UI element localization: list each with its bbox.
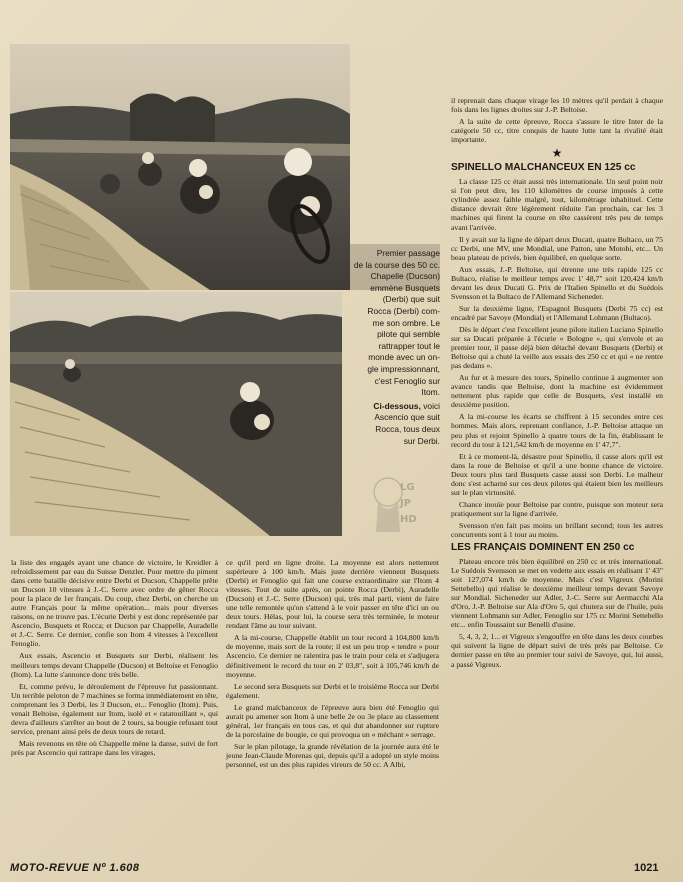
paragraph: ce qu'il perd en ligne droite. La moyenne est alors nettement supérieure à 100 km/h. Mais juste derrière viennent Busquets (Derbi) et Fenoglio qui fait une course extraordinaire sur l'Itom 4 vitesses. Tout de suite après, on pointe Rocca (Derbi), Auradelle (Ducson) et J.-C. Serre (Ducson) qui, très mal parti, vient de faire une telle remontée qu'on s'attend à le voir passer en tête d'ici un ou deux tours. Hélas, pour lui, la course sera très terminée, le moteur rendant l'âme au tour suivant. <box>226 558 439 631</box>
caption-line: Chapelle (Ducson) <box>370 271 440 282</box>
paragraph: A la mi-course, Chappelle établit un tour record à 104,800 km/h de moyenne, mais sort de la route; il est un peu trop « tendre » pour Ascencio. Ce dernier ne ralentira pas le train pour cela et s'adjugera définitivement le record du tour en 2' 03,8", soit à 105,746 km/h de moyenne. <box>226 633 439 679</box>
paragraph: Chance inouïe pour Beltoise par contre, puisque son moteur sera pratiquement sur la ligne d'arrivée. <box>451 499 663 518</box>
paragraph: la liste des engagés ayant une chance de victoire, le Kreidler à refroidissement par eau du Suisse Denzler. Pour mettre du piment dans cette bataille décisive entre Derbi et Ducson, Chappelle prête un Ducson 10 vitesses à J.-C. Serre avec ordre de gêner Rocca pour la place de 1er français. Du coup, chez Derbi, on cherche un autre Français pour la même opération... mais pour diverses raisons, on ne trouve pas. L'écurie Derbi y est donc représentée par Ascencio, Busquets et Rocca; et Ducson par Chappelle, Auradelle et J.-C. Serre. Ce dernier, confie son Itom 4 vitesses à l'excellent Fenoglio. <box>11 558 218 649</box>
watermark-logo <box>366 472 422 548</box>
svg-text:HD: HD <box>400 514 417 525</box>
paragraph: il reprenait dans chaque virage les 10 mètres qu'il perdait à chaque fois dans les lignes droites sur J.-P. Beltoise. <box>451 96 663 115</box>
article-column-1 <box>11 558 218 760</box>
photo-bottom-ascencio-rocca <box>10 292 342 536</box>
magazine-issue-label: MOTO-REVUE Nº 1.608 <box>10 862 140 874</box>
paragraph: A la mi-course les écarts se chiffrent à 15 secondes entre ces hommes. Mais alors, reprenant confiance, J.-P. Beltoise attaque un peu plus et rejoint Spinello à quatre tours de la fin, établissant le record du tour à 121,542 km/h de moyenne en 1' 47,7". <box>451 412 663 449</box>
article-column-2 <box>226 558 439 772</box>
caption-line: pilote qui semble <box>377 329 440 340</box>
caption-line: Rocca (Derbi) com- <box>367 305 440 316</box>
section-heading-250cc: LES FRANÇAIS DOMINENT EN 250 cc <box>451 542 635 554</box>
paragraph: Aux essais, Ascencio et Busquets sur Derbi, réalisent les meilleurs temps devant Chappelle (Ducson) et Beltoise et Fenoglio (Itom). La lutte s'annonce donc très belle. <box>11 651 218 679</box>
paragraph: Svensson n'en fait pas moins un brillant second; tous les autres concurrents sont à 1 tour au moins. <box>451 520 663 539</box>
photo-caption <box>348 248 440 449</box>
paragraph: Aux essais, J.-P. Beltoise, qui étrenne une très rapide 125 cc Bultaco, réalise le meilleur temps avec 1' 48,7" soit 120,424 km/h devant les deux Ducati G. Prix de l'Italien Spinello et du Suédois Svensson et la Bultaco de l'Allemand Sicheneder. <box>451 264 663 301</box>
caption-line: Itom. <box>421 387 440 398</box>
caption-second <box>348 401 440 447</box>
article-column-3 <box>451 96 663 672</box>
paragraph: Sur la deuxième ligne, l'Espagnol Busquets (Derbi 75 cc) est encadré par Savoye (Mondial) et l'Allemand Lohmann (Bultaco). <box>451 303 663 322</box>
page-number: 1021 <box>634 862 659 874</box>
caption-bold-lead: Ci-dessous, <box>373 400 421 411</box>
caption-line: Ascencio que suit <box>374 412 440 423</box>
caption-line: Rocca, tous deux <box>375 423 440 434</box>
paragraph: Plateau encore très bien équilibré en 250 cc et très international. Le Suédois Svensson se met en vedette aux essais en réalisant 1' 43" soit 127,074 km/h de moyenne. Mais c'est Vigreux (Morini Settebello) qui réalise le deuxième meilleur temps devant Savoye sur Mondial. Sicheneder sur Adler, J.-C. Serre sur Aermacchi Ala d'Oro, J.-P. Beltoise sur Ala d'Oro 5, qui chutera sur de l'huile, puis viennent Lohmann sur Adler, Fenoglio sur 175 cc Morini Settebello etc... enfin Toussaint sur Benelli d'usine. <box>451 557 663 630</box>
caption-line: Premier passage <box>376 248 440 258</box>
caption-line: de la course des 50 cc. <box>353 259 440 270</box>
paragraph: La classe 125 cc était aussi très internationale. Un seul point noir si l'on peut dire, les 110 kilomètres de course imposés à cette cylindrée assez faible malgré, tout, kilométrage inhabituel. Cette distance devrait être légèrement réduite l'an prochain, car les 3 machines qui firent la course en tête cassèrent très peu de temps avant l'arrivée. <box>451 177 663 232</box>
caption-line: gle impressionnant, <box>367 363 440 374</box>
paragraph: A la suite de cette épreuve, Rocca s'assure le titre Inter de la catégorie 50 cc, titre conquis de haute lutte tant la rivalité était importante. <box>451 117 663 145</box>
paragraph: Le grand malchanceux de l'épreuve aura bien été Fenoglio qui aurait pu amener son Itom à une belle 2e ou 3e place au classement général, 1er français en tous cas, et qui dut abandonner sur rupture de la porcelaine de bougie, ce qui provoqua un « méchant » serrage. <box>226 702 439 739</box>
paragraph: Le second sera Busquets sur Derbi et le troisième Rocca sur Derbi également. <box>226 681 439 700</box>
caption-first <box>348 248 440 399</box>
paragraph: Sur le plan pilotage, la grande révélation de la journée aura été le jeune Jean-Claude Morenas qui, depuis qu'il a adopté un style moins personnel, est un des plus rapides vireurs de 50 cc. A Albi, <box>226 741 439 769</box>
paragraph: Et, comme prévu, le déroulement de l'épreuve fut passionnant. Un terrible peloton de 7 machines se forma immédiatement en tête, comprenant les 3 Derbi, les 3 Ducson, et... Fenoglio (Itom). Puis, venait Beltoise, également sur Itom, isolé et « ratatouillant », qui devra d'ailleurs s'arrêter au bout de 2 tours, sa bougie refusant tout service, prenant ainsi près de deux tours de retard. <box>11 681 218 736</box>
paragraph: Dès le départ c'est l'excellent jeune pilote italien Luciano Spinello sur sa Ducati préparée à l'écurie « Bologne », qui s'envole et au premier tour, il passe déjà bien détaché devant Busquets (Derbi) et Beltoise qui a chuté la veille aux essais des 250 cc et qui « ne rentre pas dedans ». <box>451 324 663 371</box>
caption-line: voici <box>423 400 440 411</box>
caption-line: sur Derbi. <box>403 435 440 446</box>
caption-line: me son ombre. Le <box>372 317 440 328</box>
caption-line: emmène Busquets <box>370 282 440 293</box>
paragraph: Il y avait sur la ligne de départ deux Ducati, quatre Bultaco, un 75 cc Derbi, une MV, une Mondial, une Patton, une Motobi, etc... Un beau plateau de privés, bien équilibré, en quelque sorte. <box>451 234 663 262</box>
paragraph: Au fur et à mesure des tours, Spinello continue à augmenter son avance tandis que Beltoise, dont la machine est évidemment nettement plus rapide que celle de Busquets, s'est installé en deuxième position. <box>451 373 663 410</box>
svg-text:JP: JP <box>400 498 412 509</box>
svg-text:LG: LG <box>400 482 415 493</box>
paragraph: 5, 4, 3, 2, 1... et Vigreux s'engouffre en tête dans les deux courbes qui suivent la ligne de départ suivi de très près par Beltoise. Ce dernier passe en tête au premier tour suivi de Savoye, qui, lui aussi, a passé Vigreux. <box>451 632 663 669</box>
caption-line: monde avec un on- <box>368 352 440 363</box>
paragraph: Mais revenons en tête où Chappelle mène la danse, suivi de fort près par Ascencio qui rattrape dans les virages, <box>11 738 218 757</box>
caption-line: rattrapper tout le <box>378 340 440 351</box>
section-heading-125cc: SPINELLO MALCHANCEUX EN 125 cc <box>451 162 636 174</box>
star-separator-icon: ★ <box>551 146 563 161</box>
paragraph: Et à ce moment-là, désastre pour Spinello, il casse alors qu'il est dans la roue de Beltoise et qu'il a une bonne chance de victoire. Deux tours plus tard Busquets casse aussi son Derbi. Le malheur donc s'est acharné sur ces deux pilotes qui étaient bien les meilleurs sur le plan virtuosité. <box>451 451 663 497</box>
caption-line: (Derbi) que suit <box>382 294 440 305</box>
caption-line: c'est Fenoglio sur <box>374 375 440 386</box>
